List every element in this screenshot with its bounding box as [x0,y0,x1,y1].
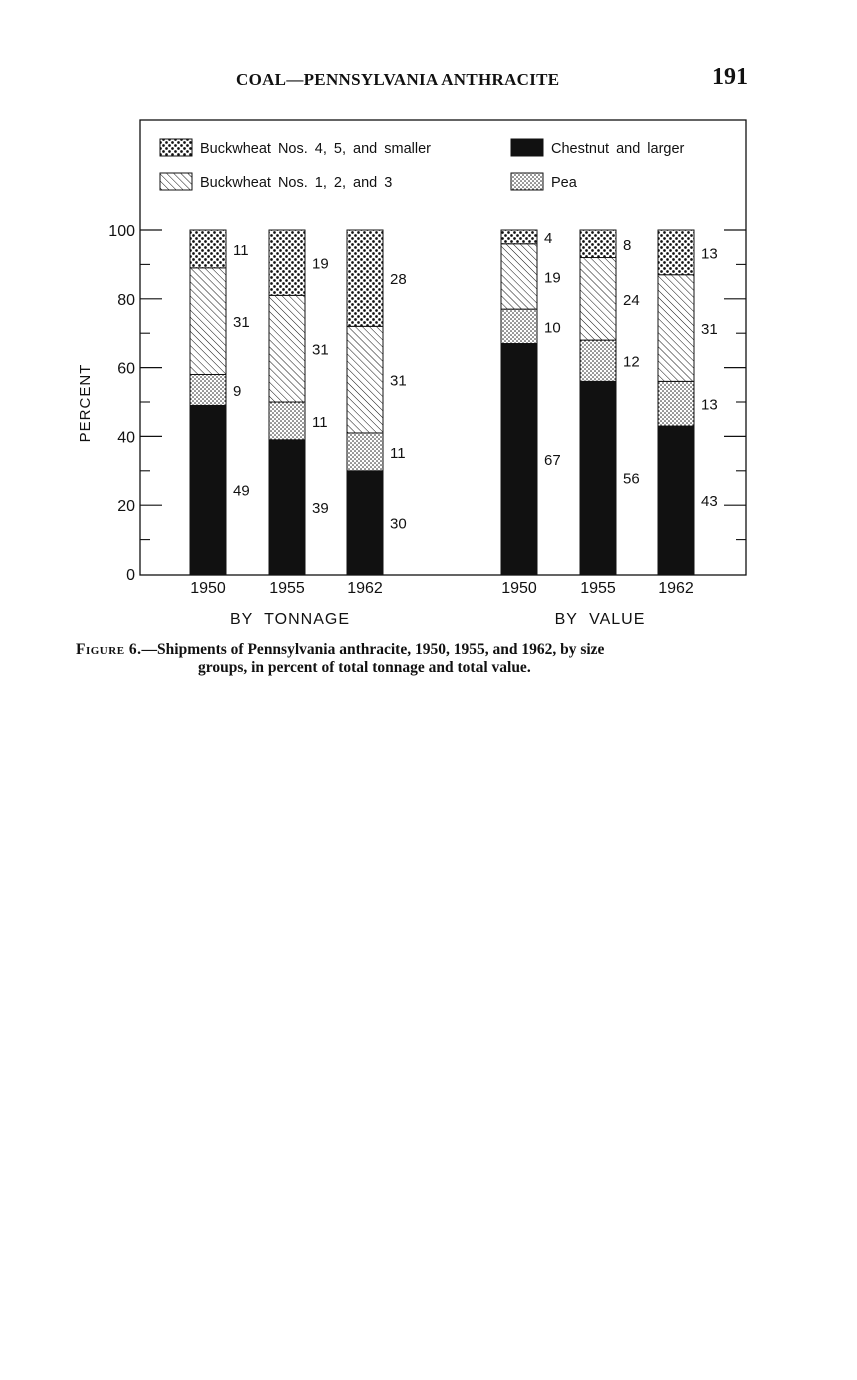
bar-segment-by-tonnage-1955-chestnut [269,440,305,574]
bar-segment-by-tonnage-1955-buckwheat-123 [269,295,305,402]
bar-segment-by-value-1962-buckwheat-45 [658,230,694,275]
group-label-by-tonnage: BY TONNAGE [229,611,351,628]
bars [190,230,718,628]
y-tick-label-0: 0 [126,567,135,584]
legend-swatch-chestnut [511,139,543,156]
legend [160,139,685,191]
data-label-1955-buckwheat-123: 31 [312,341,329,359]
data-label-1950-buckwheat-45: 4 [544,229,553,247]
y-tick-label-40: 40 [117,429,135,447]
data-label-1962-pea: 13 [701,396,718,414]
x-tick-label-1962: 1962 [658,580,694,597]
x-tick-label-1962: 1962 [347,580,383,597]
bar-segment-by-tonnage-1950-chestnut [190,405,226,574]
data-label-1962-buckwheat-45: 13 [701,245,718,263]
data-label-1962-chestnut: 43 [701,493,718,511]
data-label-1950-chestnut: 49 [233,482,250,500]
group-label-by-value: BY VALUE [554,611,646,628]
data-label-1950-chestnut: 67 [544,451,561,469]
x-tick-label-1955: 1955 [580,580,616,597]
bar-segment-by-tonnage-1962-pea [347,433,383,471]
bar-segment-by-value-1950-buckwheat-45 [501,230,537,244]
bar-segment-by-value-1962-chestnut [658,426,694,574]
bar-segment-by-tonnage-1955-pea [269,402,305,440]
bar-segment-by-value-1955-pea [580,340,616,381]
data-label-1955-chestnut: 56 [623,470,640,488]
bar-segment-by-value-1955-buckwheat-123 [580,258,616,341]
data-label-1962-buckwheat-45: 28 [390,271,407,289]
bar-segment-by-value-1962-buckwheat-123 [658,275,694,382]
y-tick-label-80: 80 [117,291,135,309]
legend-label-pea: Pea [551,175,577,191]
bar-segment-by-value-1950-pea [501,309,537,343]
bar-segment-by-tonnage-1962-chestnut [347,471,383,574]
data-label-1955-buckwheat-45: 19 [312,255,329,273]
bar-segment-by-tonnage-1950-buckwheat-45 [190,230,226,268]
caption-lead: Figure 6. [76,641,142,658]
bar-segment-by-tonnage-1950-pea [190,374,226,405]
bar-segment-by-tonnage-1962-buckwheat-45 [347,230,383,326]
caption-line-1: —Shipments of Pennsylvania anthracite, 1950, 1955, and 1962, by size [141,641,605,658]
data-label-1955-pea: 11 [312,413,328,431]
data-label-1950-buckwheat-45: 11 [233,241,249,259]
y-tick-label-60: 60 [117,360,135,378]
bar-segment-by-value-1955-buckwheat-45 [580,230,616,258]
x-tick-label-1950: 1950 [501,580,537,597]
x-tick-label-1950: 1950 [190,580,226,597]
data-label-1962-pea: 11 [390,444,406,462]
page-number: 191 [712,64,748,90]
data-label-1950-pea: 10 [544,319,561,337]
caption-line-2: groups, in percent of total tonnage and total value. [198,659,531,676]
bar-segment-by-tonnage-1955-buckwheat-45 [269,230,305,295]
bar-segment-by-value-1962-pea [658,381,694,426]
data-label-1955-pea: 12 [623,353,640,371]
bar-segment-by-tonnage-1950-buckwheat-123 [190,268,226,375]
data-label-1955-chestnut: 39 [312,499,329,517]
data-label-1962-buckwheat-123: 31 [390,372,407,390]
legend-swatch-buckwheat-123 [160,173,192,190]
legend-swatch-pea [511,173,543,190]
stacked-bar-chart [0,0,857,630]
bar-segment-by-tonnage-1962-buckwheat-123 [347,326,383,433]
bar-segment-by-value-1955-chestnut [580,381,616,574]
data-label-1962-chestnut: 30 [390,515,407,533]
data-label-1962-buckwheat-123: 31 [701,321,718,339]
legend-swatch-buckwheat-45 [160,139,192,156]
y-tick-label-20: 20 [117,498,135,516]
bar-segment-by-value-1950-chestnut [501,344,537,574]
data-label-1955-buckwheat-45: 8 [623,236,632,254]
legend-label-buckwheat-45: Buckwheat Nos. 4, 5, and smaller [200,141,431,157]
y-tick-label-100: 100 [108,223,135,240]
legend-label-buckwheat-123: Buckwheat Nos. 1, 2, and 3 [200,175,393,191]
bar-segment-by-value-1950-buckwheat-123 [501,244,537,309]
legend-label-chestnut: Chestnut and larger [551,141,685,157]
figure-caption [76,641,752,677]
x-tick-label-1955: 1955 [269,580,305,597]
data-label-1950-buckwheat-123: 19 [544,269,561,287]
y-axis-label: PERCENT [77,363,94,443]
data-label-1950-buckwheat-123: 31 [233,314,250,332]
running-header-title: COAL—PENNSYLVANIA ANTHRACITE [236,70,560,89]
data-label-1955-buckwheat-123: 24 [623,291,640,309]
data-label-1950-pea: 9 [233,382,242,400]
